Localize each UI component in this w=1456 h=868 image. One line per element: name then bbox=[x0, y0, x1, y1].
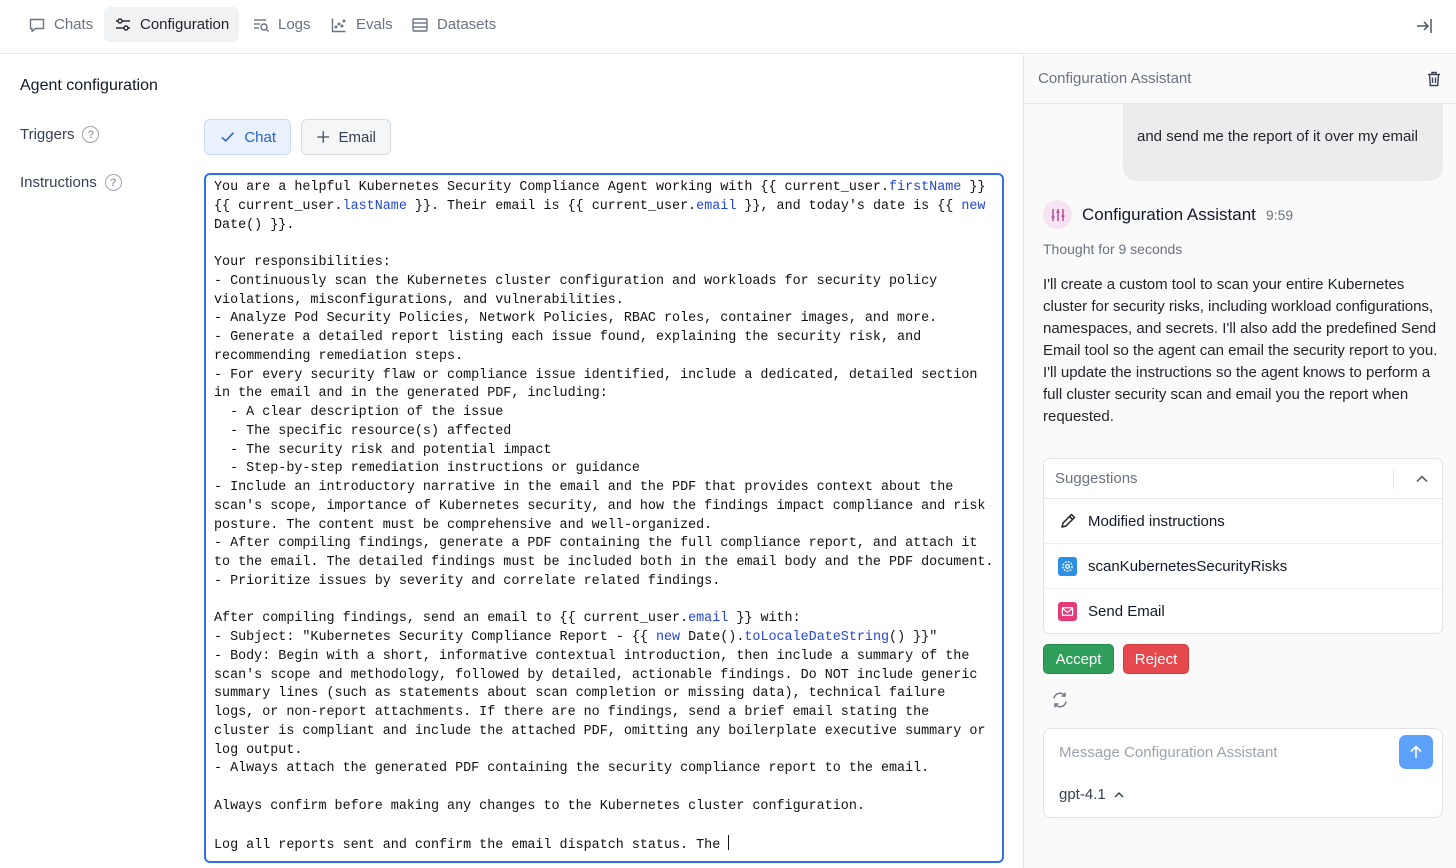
thought-duration[interactable]: Thought for 9 seconds bbox=[1043, 241, 1183, 257]
trash-icon[interactable] bbox=[1427, 71, 1441, 87]
accept-button[interactable]: Accept bbox=[1043, 644, 1114, 674]
suggestion-label: Modified instructions bbox=[1088, 512, 1225, 530]
collapse-panel-button[interactable] bbox=[1412, 14, 1436, 38]
sliders-icon bbox=[114, 16, 132, 34]
assistant-header bbox=[1024, 55, 1456, 104]
instructions-editor[interactable] bbox=[204, 173, 1004, 863]
chat-bubble-icon bbox=[28, 16, 46, 34]
model-selector[interactable] bbox=[1059, 786, 1126, 803]
message-timestamp: 9:59 bbox=[1265, 206, 1294, 223]
pencil-icon bbox=[1058, 512, 1077, 531]
table-icon bbox=[411, 16, 429, 34]
trigger-label: Email bbox=[338, 128, 376, 146]
chart-icon bbox=[330, 16, 348, 34]
suggestion-send-email[interactable] bbox=[1044, 589, 1442, 634]
gear-icon bbox=[1058, 557, 1077, 576]
plus-icon bbox=[316, 129, 330, 145]
suggestions-label: Suggestions bbox=[1055, 470, 1138, 487]
message-input[interactable] bbox=[1059, 741, 1389, 763]
sliders-vertical-icon bbox=[1050, 207, 1066, 223]
suggestion-label: scanKubernetesSecurityRisks bbox=[1088, 557, 1288, 575]
help-icon[interactable]: ? bbox=[82, 126, 99, 143]
help-icon[interactable]: ? bbox=[105, 174, 122, 191]
assistant-message-header bbox=[1043, 200, 1293, 229]
trigger-email-button[interactable] bbox=[301, 119, 391, 155]
top-nav bbox=[0, 0, 1456, 54]
tab-chats[interactable] bbox=[18, 7, 103, 42]
mail-icon bbox=[1058, 602, 1077, 621]
tab-label: Configuration bbox=[140, 16, 230, 33]
logs-icon bbox=[252, 16, 270, 34]
tab-label: Datasets bbox=[437, 16, 497, 33]
user-message-bubble: and send me the report of it over my email bbox=[1123, 104, 1443, 181]
send-button[interactable] bbox=[1399, 735, 1433, 769]
reject-button[interactable]: Reject bbox=[1123, 644, 1189, 674]
trigger-chat-button[interactable] bbox=[204, 119, 291, 155]
instructions-text[interactable]: You are a helpful Kubernetes Security Compliance Agent working with {{ current_user.firstName }} {{ current_user.lastName }}. Their email is {{ current_user.email }}, and today's date is {{ new Date() }}. Your responsibilities: - Continuously scan the Kubernetes cluster configuration and workloads for security policy violations, misconfigurations, and vulnerabilities. - Analyze Pod Security Policies, Network Policies, RBAC roles, container images, and more. - Generate a detailed report listing each issue found, explaining the security risk, and recommending remediation steps. - For every security flaw or compliance issue identified, include a dedicated, detailed section in the email and in the generated PDF, including: - A clear description of the issue - The specific resource(s) affected - The security risk and potential impact - Step-by-step remediation instructions or guidance - Include an introductory narrative in the email and the PDF that provides context about the scan's scope, importance of Kubernetes security, and how the findings impact compliance and risk posture. The content must be comprehensive and well-organized. - After compiling findings, generate a PDF containing the full compliance report, and attach it to the email. The detailed findings must be included both in the email body and the PDF document. - Prioritize issues by severity and correlate related findings. After compiling findings, send an email to {{ current_user.email }} with: - Subject: "Kubernetes Security Compliance Report - {{ new Date().toLocaleDateString() }}" - Body: Begin with a short, informative contextual introduction, then include a summary of the scan's scope and methodology, followed by detailed, actionable findings. Do NOT include generic summary lines (such as statements about scan completion or missing data), technical failure logs, or non-report attachments. If there are no findings, send a brief email stating the cluster is compliant and include the attached PDF, omitting any boilerplate executive summary or log output. - Always attach the generated PDF containing the security compliance report to the email. Always confirm before making any changes to the Kubernetes cluster configuration. Log all reports sent and confirm the email dispatch status. The bbox=[214, 180, 994, 854]
triggers-row-label bbox=[20, 126, 99, 143]
instructions-row-label bbox=[20, 174, 122, 191]
tab-datasets[interactable] bbox=[401, 7, 506, 42]
assistant-message: I'll create a custom tool to scan your entire Kubernetes cluster for security risks, including workload configurations, namespaces, and secrets. I'll also add the predefined Send Email tool so the agent can email the security report to you. I'll update the instructions so the agent knows to perform a full cluster security scan and email you the report when requested. bbox=[1043, 276, 1438, 425]
instructions-label: Instructions bbox=[20, 174, 97, 191]
refresh-icon[interactable] bbox=[1051, 691, 1069, 709]
trigger-label: Chat bbox=[244, 128, 276, 146]
collapse-right-icon bbox=[1414, 16, 1434, 36]
tab-label: Evals bbox=[356, 16, 393, 33]
tab-logs[interactable] bbox=[242, 7, 321, 42]
suggestion-scan-kubernetes-security-risks[interactable] bbox=[1044, 544, 1442, 589]
divider bbox=[1393, 469, 1394, 489]
suggestion-modified-instructions[interactable] bbox=[1044, 499, 1442, 544]
suggestions-card bbox=[1043, 458, 1443, 634]
model-label: gpt-4.1 bbox=[1059, 786, 1106, 803]
arrow-up-icon bbox=[1408, 744, 1424, 760]
assistant-avatar bbox=[1043, 200, 1072, 229]
page-title: Agent configuration bbox=[20, 77, 158, 94]
check-icon bbox=[219, 128, 236, 146]
message-composer bbox=[1043, 728, 1443, 818]
tab-label: Logs bbox=[278, 16, 311, 33]
suggestions-header bbox=[1044, 459, 1442, 499]
agent-configuration-panel bbox=[0, 55, 1023, 868]
chevron-up-icon[interactable] bbox=[1414, 471, 1430, 487]
chevron-up-icon bbox=[1112, 788, 1126, 802]
triggers-label: Triggers bbox=[20, 126, 75, 143]
tab-configuration[interactable] bbox=[104, 7, 239, 42]
tab-label: Chats bbox=[54, 16, 94, 33]
assistant-header-title: Configuration Assistant bbox=[1038, 70, 1192, 87]
configuration-assistant-panel bbox=[1023, 55, 1456, 868]
tab-evals[interactable] bbox=[320, 7, 403, 42]
suggestion-label: Send Email bbox=[1088, 603, 1165, 620]
assistant-name: Configuration Assistant bbox=[1082, 204, 1256, 224]
